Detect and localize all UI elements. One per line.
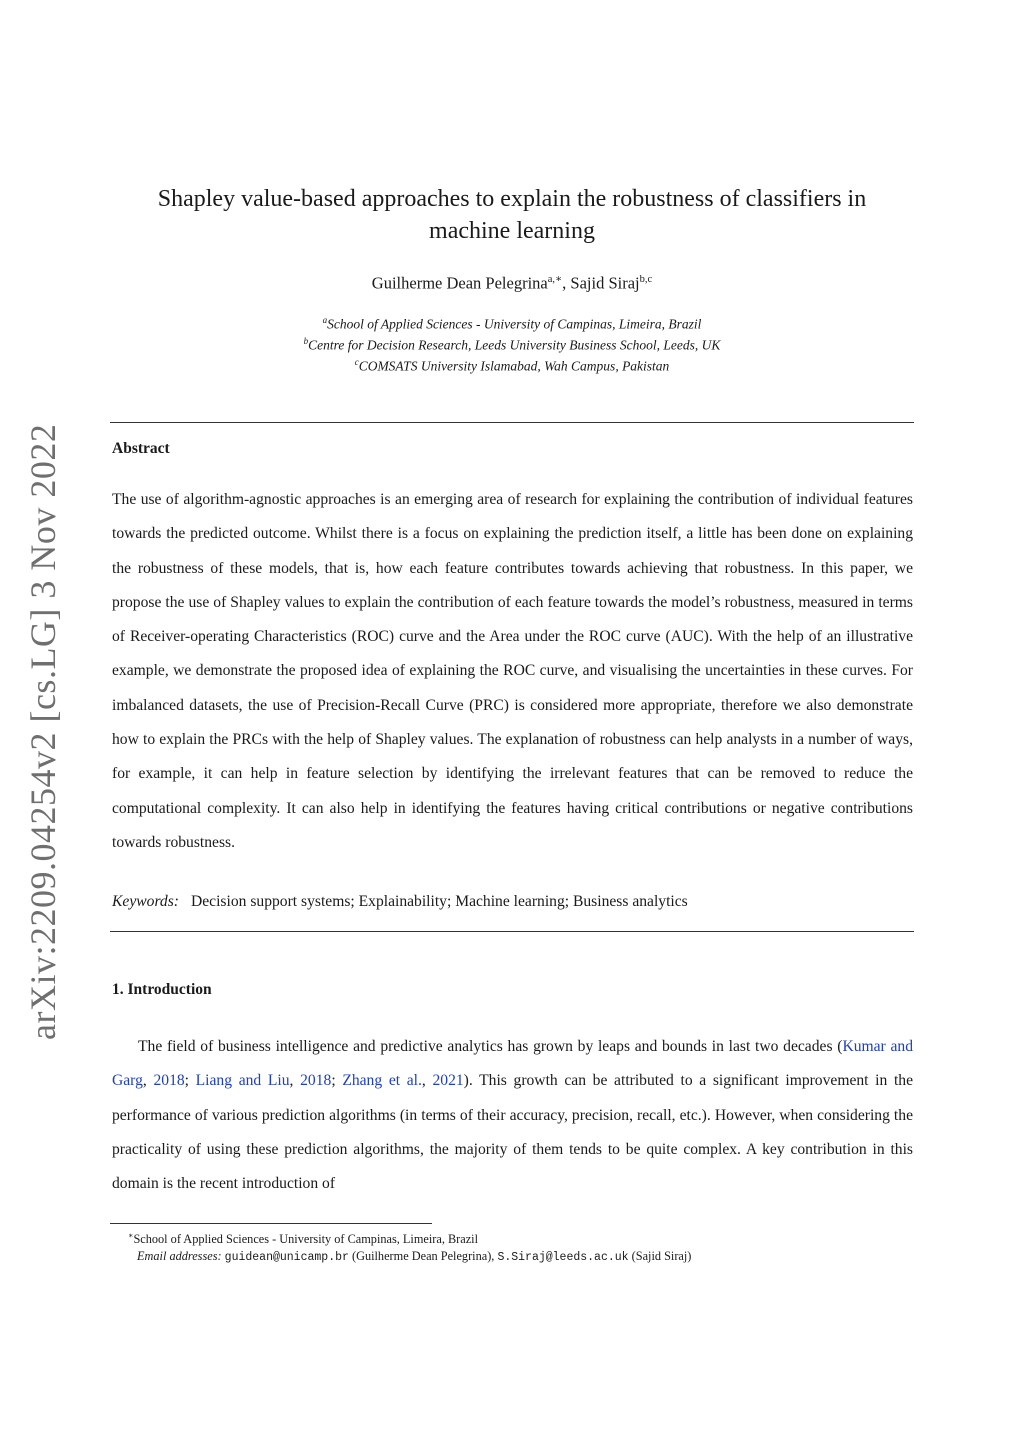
citation-link[interactable]: Zhang et al.	[342, 1072, 422, 1090]
footnote-text: School of Applied Sciences - University of Campinas, Limeira, Brazil	[133, 1232, 479, 1247]
keywords-label: Keywords:	[112, 893, 179, 910]
corresponding-author-note	[128, 1227, 928, 1248]
intro-text: ;	[331, 1072, 343, 1090]
affiliation-mark: b	[303, 336, 309, 346]
affiliation-c	[110, 354, 914, 375]
intro-text: ,	[289, 1072, 301, 1090]
email-label: Email addresses:	[137, 1249, 222, 1264]
affiliation-text: Centre for Decision Research, Leeds University Business School, Leeds, UK	[308, 337, 721, 353]
affiliation-mark: c	[354, 357, 359, 367]
citation-link[interactable]: Liang and Liu	[195, 1072, 290, 1090]
email-owner: (Sajid Siraj)	[628, 1249, 692, 1264]
introduction-heading: 1. Introduction	[112, 981, 212, 998]
abstract-text: The use of algorithm-agnostic approaches is an emerging area of research for explaining the contribution of individual features towards the predicted outcome. Whilst there is a focus on explaining the prediction itself, a little has been done on explaining the robustness of these models, that is, how each feature contributes towards achieving that robustness. In this paper, we propose the use of Shapley values to explain the contribution of each feature towards the model’s robustness, measured in terms of Receiver-operating Characteristics (ROC) curve and the Area under the ROC curve (AUC). With the help of an illustrative example, we demonstrate the proposed idea of explaining the ROC curve, and visualising the uncertainties in these curves. For imbalanced datasets, the use of Precision-Recall Curve (PRC) is considered more appropriate, therefore we also demonstrate how to explain the PRCs with the help of Shapley values. The explanation of robustness can help analysts in a number of ways, for example, it can help in feature selection by identifying the irrelevant features that can be removed to reduce the computational complexity. It can also help in identifying the features having critical contributions or negative contributions towards robustness.	[112, 491, 913, 851]
affiliation-mark: a	[322, 315, 328, 325]
email-note	[128, 1248, 928, 1266]
intro-text: ;	[184, 1072, 196, 1090]
author-name: Sajid Siraj	[570, 273, 640, 293]
intro-text: ). This growth can be attributed to a significant improvement in the performance of various prediction algorithms (in terms of their accuracy, precision, recall, etc.). However, when considering the practicality of using these prediction algorithms, the majority of them tends to be quite complex. A key contribution in this domain is the recent introduction of	[112, 1072, 914, 1193]
author-affiliation-mark: b,c	[639, 274, 653, 285]
email-owner: (Guilherme Dean Pelegrina),	[348, 1249, 498, 1264]
citation-year-link[interactable]: 2018	[153, 1072, 185, 1090]
footnote-rule	[110, 1223, 432, 1224]
author-name: Guilherme Dean Pelegrina	[371, 273, 548, 293]
citation-year-link[interactable]: 2018	[300, 1072, 332, 1090]
abstract-top-rule	[110, 422, 914, 423]
citation-year-link[interactable]: 2021	[432, 1072, 464, 1090]
affiliation-b	[110, 333, 914, 354]
introduction-paragraph	[112, 1030, 913, 1201]
author-affiliation-mark: a,∗	[547, 274, 563, 285]
intro-text: The field of business intelligence and predictive analytics has grown by leaps and bounds in last two decades (	[138, 1038, 843, 1055]
affiliation-text: School of Applied Sciences - University of Campinas, Limeira, Brazil	[327, 316, 702, 332]
footnotes	[128, 1227, 928, 1266]
arxiv-identifier: arXiv:2209.04254v2 [cs.LG] 3 Nov 2022	[23, 423, 63, 1040]
title-line-2: machine learning	[429, 218, 595, 244]
author-separator: ,	[562, 273, 571, 293]
citation-link[interactable]: Kumar and Garg	[112, 1038, 914, 1090]
paper-title	[110, 183, 914, 247]
abstract-bottom-rule	[110, 931, 914, 932]
email-address[interactable]: S.Siraj@leeds.ac.uk	[497, 1251, 629, 1265]
intro-text: ,	[142, 1072, 154, 1090]
affiliation-text: COMSATS University Islamabad, Wah Campus, Pakistan	[358, 358, 670, 374]
abstract-heading: Abstract	[112, 440, 170, 457]
footnote-mark: ∗	[128, 1231, 134, 1240]
email-address[interactable]: guidean@unicamp.br	[224, 1251, 349, 1265]
affiliation-a	[110, 312, 914, 333]
intro-text: ,	[421, 1072, 433, 1090]
keywords-text: Decision support systems; Explainability; Machine learning; Business analytics	[191, 893, 688, 910]
affiliations	[110, 312, 914, 375]
title-line-1: Shapley value-based approaches to explain the robustness of classifiers in	[157, 186, 867, 212]
keywords	[112, 893, 913, 911]
author-list	[110, 273, 914, 294]
